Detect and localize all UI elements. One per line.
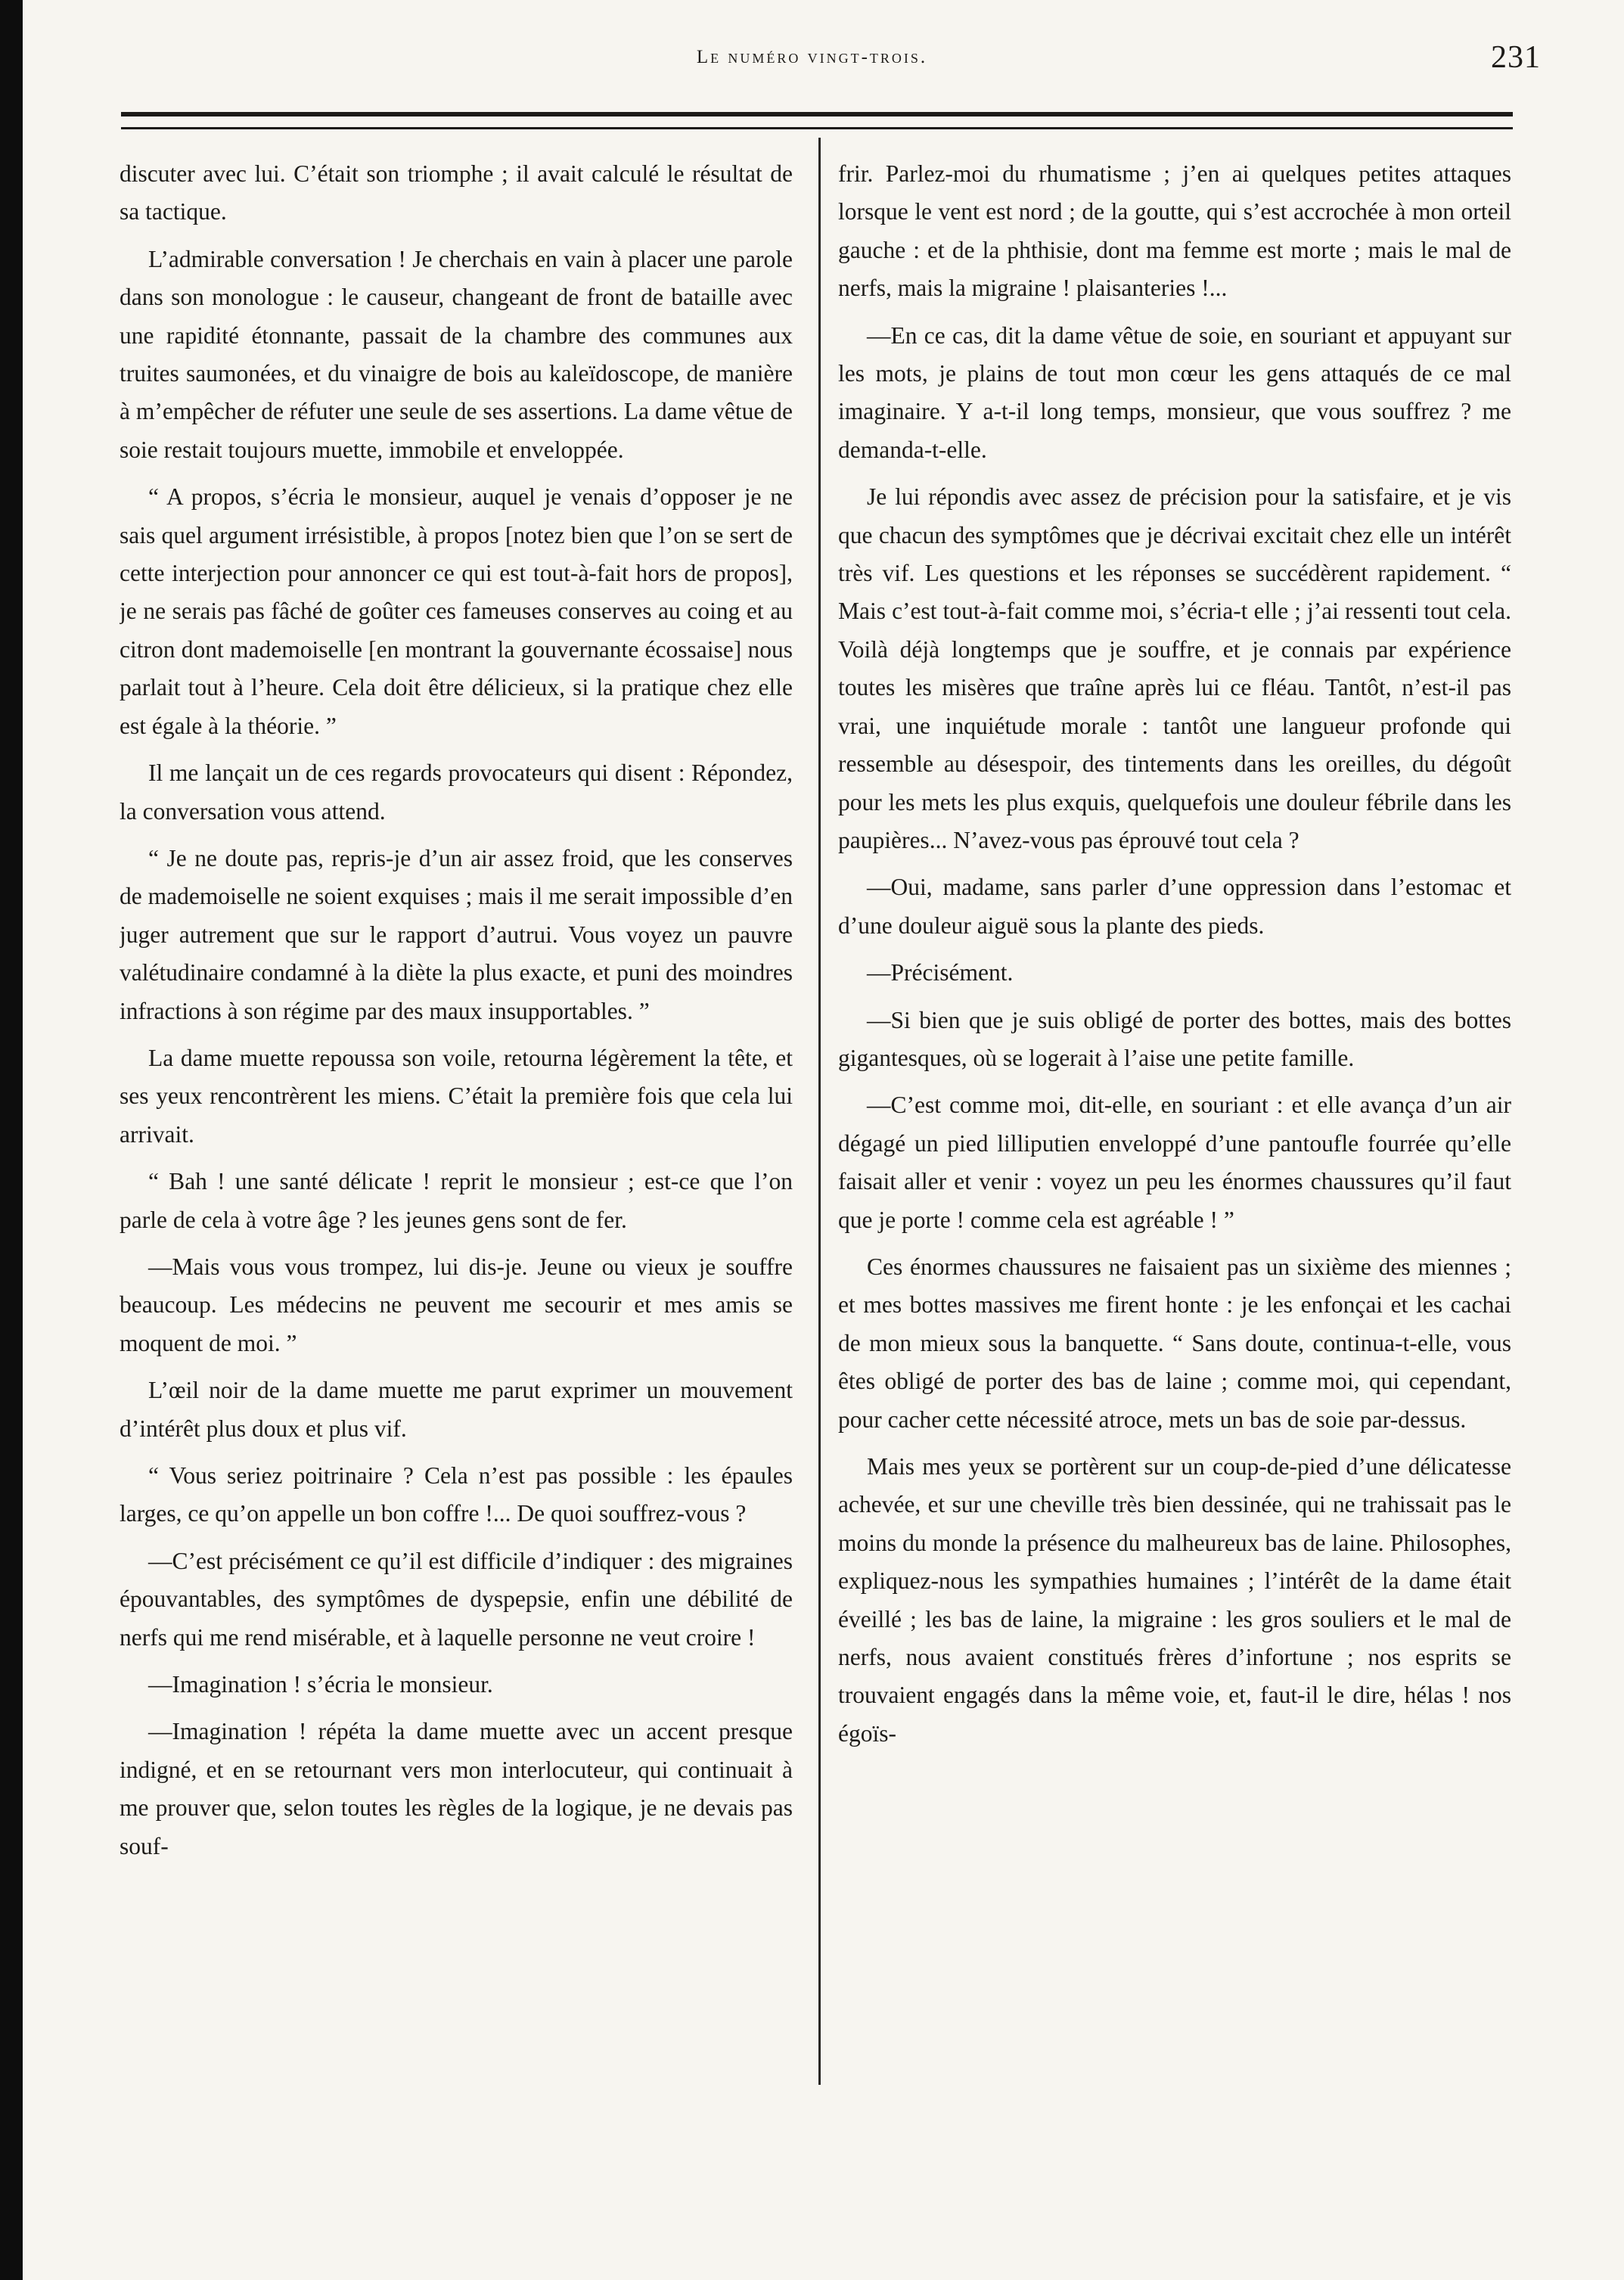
left-column	[120, 155, 793, 2092]
paragraph: La dame muette repoussa son voile, retourna légèrement la tête, et ses yeux rencontrèrent les miens. C’était la première fois que cela lui arrivait.	[120, 1044, 793, 1148]
binding-edge	[0, 0, 23, 2280]
paragraph: “ Vous seriez poitrinaire ? Cela n’est pas possible : les épaules larges, ce qu’on appelle un bon coffre !... De quoi souffrez-vous ?	[120, 1462, 793, 1527]
paragraph: —Mais vous vous trompez, lui dis-je. Jeune ou vieux je souffre beaucoup. Les médecins ne peuvent me secourir et mes amis se moquent de moi. ”	[120, 1253, 793, 1356]
paragraph: “ Bah ! une santé délicate ! reprit le monsieur ; est-ce que l’on parle de cela à votre âge ? les jeunes gens sont de fer.	[120, 1168, 793, 1233]
page-number: 231	[1491, 40, 1541, 75]
header-rule-thick	[121, 112, 1513, 116]
paragraph: frir. Parlez-moi du rhumatisme ; j’en ai quelques petites attaques lorsque le vent est nord ; de la goutte, qui s’est accrochée à mon orteil gauche : et de la phthisie, dont ma femme est morte ; mais le mal de nerfs, mais la migraine ! plaisanteries !...	[838, 160, 1511, 302]
paragraph: L’admirable conversation ! Je cherchais en vain à placer une parole dans son monologue : le causeur, changeant de front de bataille avec une rapidité étonnante, passait de la chambre des communes aux truites saumonées, et du vinaigre de bois au kaleïdoscope, de manière à m’empêcher de réfuter une seule de ses assertions. La dame vêtue de soie restait toujours muette, immobile et enveloppée.	[120, 245, 793, 463]
paragraph: —Imagination ! répéta la dame muette avec un accent presque indigné, et en se retournant vers mon interlocuteur, qui continuait à me prouver que, selon toutes les règles de la logique, je ne devais pas souf-	[120, 1718, 793, 1859]
paragraph: L’œil noir de la dame muette me parut exprimer un mouvement d’intérêt plus doux et plus vif.	[120, 1377, 793, 1442]
column-divider	[818, 138, 821, 2085]
paragraph: “ A propos, s’écria le monsieur, auquel je venais d’opposer je ne sais quel argument irrésistible, à propos [notez bien que l’on se sert de cette interjection pour annoncer ce qui est tout-à-fait hors de propos], je ne serais pas fâché de goûter ces fameuses conserves au coing et au citron dont mademoiselle [en montrant la gouvernante écossaise] nous parlait tout à l’heure. Cela doit être délicieux, si la pratique chez elle est égale à la théorie. ”	[120, 483, 793, 739]
paragraph: Je lui répondis avec assez de précision pour la satisfaire, et je vis que chacun des symptômes que je décrivai excitait chez elle un intérêt très vif. Les questions et les réponses se succédèrent rapidement. “ Mais c’est tout-à-fait comme moi, s’écria-t elle ; j’ai ressenti tout cela. Voilà déjà longtemps que je souffre, et je connais par expérience toutes les misères que traîne après lui ce fléau. Tantôt, n’est-il pas vrai, une inquiétude morale : tantôt une langueur profonde qui ressemble au désespoir, des tintements dans les oreilles, du dégoût pour les mets les plus exquis, quelquefois une douleur fébrile dans les paupières... N’avez-vous pas éprouvé tout cela ?	[838, 483, 1511, 853]
paragraph: —Précisément.	[867, 959, 1014, 986]
paragraph: —En ce cas, dit la dame vêtue de soie, en souriant et appuyant sur les mots, je plains de tout mon cœur les gens attaqués de ce mal imaginaire. Y a-t-il long temps, monsieur, que vous souffrez ? me demanda-t-elle.	[838, 321, 1511, 463]
paragraph: —Imagination ! s’écria le monsieur.	[148, 1671, 493, 1698]
paragraph: —Si bien que je suis obligé de porter des bottes, mais des bottes gigantesques, où se logerait à l’aise une petite famille.	[838, 1006, 1511, 1071]
paragraph: Mais mes yeux se portèrent sur un coup-de-pied d’une délicatesse achevée, et sur une cheville très bien dessinée, qui ne trahissait pas le moins du monde la présence du malheureux bas de laine. Philosophes, expliquez-nous les sympathies humaines ; l’intérêt de la dame était éveillé ; les bas de laine, la migraine : les gros souliers et le mal de nerfs, nous avaient constitués frères d’infortune ; nos esprits se trouvaient engagés dans la même voie, et, faut-il le dire, hélas ! nos égoïs-	[838, 1453, 1511, 1747]
paragraph: —C’est comme moi, dit-elle, en souriant : et elle avança d’un air dégagé un pied lilliputien enveloppé d’une pantoufle fourrée qu’elle faisait aller et venir : voyez un peu les énormes chaussures qu’il faut que je porte ! comme cela est agréable ! ”	[838, 1092, 1511, 1233]
right-column	[838, 155, 1511, 2092]
paragraph: discuter avec lui. C’était son triomphe ; il avait calculé le résultat de sa tactique.	[120, 160, 793, 225]
paragraph: Il me lançait un de ces regards provocateurs qui disent : Répondez, la conversation vous attend.	[120, 759, 793, 825]
paragraph: —C’est précisément ce qu’il est difficile d’indiquer : des migraines épouvantables, des symptômes de dyspepsie, enfin une débilité de nerfs qui me rend misérable, et à laquelle personne ne veut croire !	[120, 1547, 793, 1651]
paragraph: “ Je ne doute pas, repris-je d’un air assez froid, que les conserves de mademoiselle ne soient exquises ; mais il me serait impossible d’en juger autrement que sur le rapport d’autrui. Vous voyez un pauvre valétudinaire condamné à la diète la plus exacte, et puni des moindres infractions à son régime par des maux insupportables. ”	[120, 844, 793, 1024]
paragraph: Ces énormes chaussures ne faisaient pas un sixième des miennes ; et mes bottes massives me firent honte : je les enfonçai et les cachai de mon mieux sous la banquette. “ Sans doute, continua-t-elle, vous êtes obligé de porter des bas de laine ; comme moi, qui cependant, pour cacher cette nécessité atroce, mets un bas de soie par-dessus.	[838, 1253, 1511, 1433]
paragraph: —Oui, madame, sans parler d’une oppression dans l’estomac et d’une douleur aiguë sous la plante des pieds.	[838, 874, 1511, 939]
header-rule-thin	[121, 127, 1513, 129]
running-title: Le numéro vingt-trois.	[696, 47, 928, 67]
